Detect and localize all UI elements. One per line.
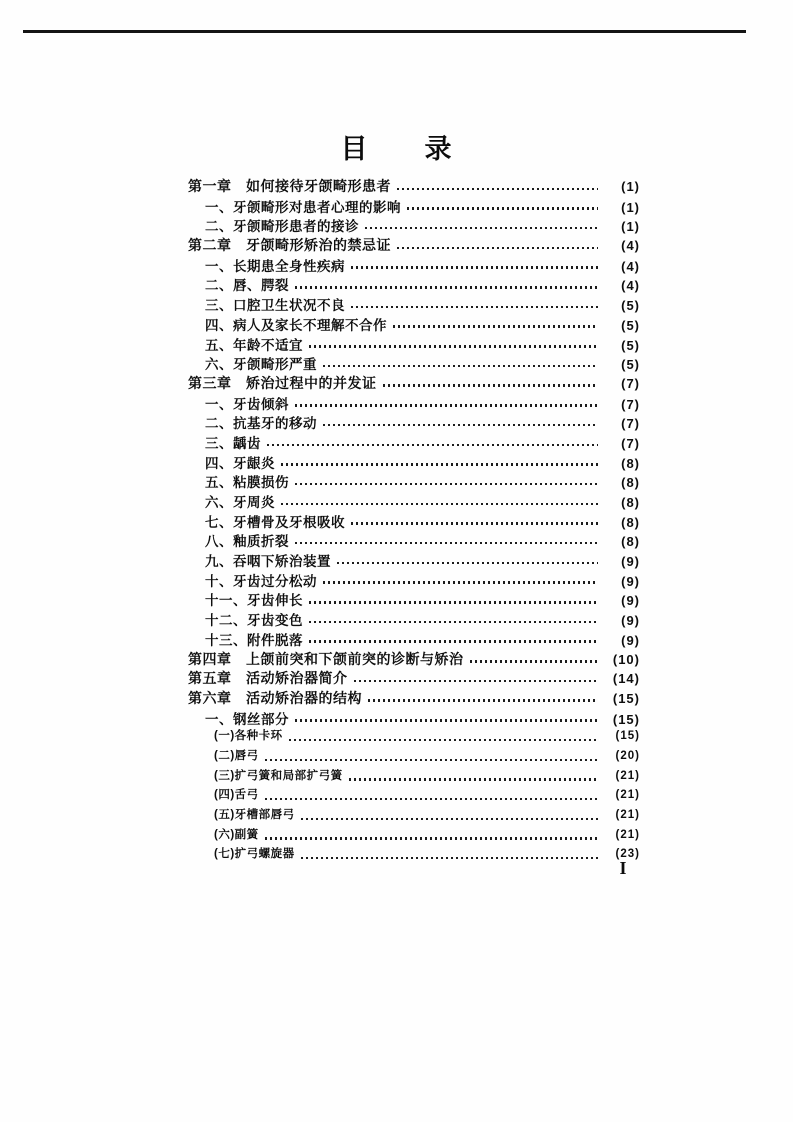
dot-leader	[323, 581, 598, 584]
toc-entry	[188, 294, 640, 314]
folio-page-number: I	[619, 858, 627, 878]
dot-leader	[301, 818, 598, 821]
toc-entry-page: (14)	[612, 671, 640, 687]
toc-entry	[188, 235, 640, 255]
dot-leader	[281, 463, 598, 466]
toc-entry-page: (8)	[621, 475, 640, 491]
toc-entry-page: (5)	[621, 317, 640, 333]
toc-entry-page: (5)	[621, 298, 640, 314]
toc-entry-label: 四、牙龈炎	[205, 455, 275, 471]
toc-entry-label: 五、年龄不适宜	[205, 337, 303, 353]
toc-entry	[188, 215, 640, 235]
toc-entry-label: 四、病人及家长不理解不合作	[205, 317, 387, 333]
toc-entry-label: (四)舌弓	[214, 789, 259, 802]
toc-entry-page: (1)	[621, 179, 640, 194]
toc-entry	[188, 589, 640, 609]
toc-entry-page: (1)	[621, 199, 640, 215]
toc-entry	[188, 609, 640, 629]
toc-entry-label: 三、口腔卫生状况不良	[205, 298, 345, 314]
toc-entry	[188, 629, 640, 649]
toc-entry	[188, 747, 640, 767]
toc-entry	[188, 432, 640, 452]
dot-leader	[354, 680, 599, 683]
dot-leader	[323, 424, 598, 427]
dot-leader	[265, 837, 598, 840]
dot-leader	[301, 857, 598, 860]
dot-leader	[397, 247, 598, 250]
dot-leader	[351, 306, 598, 309]
dot-leader	[289, 739, 598, 742]
toc-entry-label: 十三、附件脱落	[205, 632, 303, 648]
toc-entry-label: 第五章 活动矫治器简介	[188, 670, 348, 687]
toc-entry-page: (21)	[615, 789, 640, 802]
toc-entry-page: (20)	[615, 749, 640, 762]
toc-entry-page: (9)	[621, 593, 640, 609]
dot-leader	[295, 483, 598, 486]
toc-entry	[188, 511, 640, 531]
dot-leader	[351, 522, 598, 525]
toc-entry	[188, 786, 640, 806]
toc-entry	[188, 806, 640, 826]
toc-entry-label: 一、牙颌畸形对患者心理的影响	[205, 199, 401, 215]
dot-leader	[309, 640, 598, 643]
toc-entry	[188, 274, 640, 294]
toc-entry-page: (15)	[615, 730, 640, 743]
toc-entry-page: (21)	[615, 828, 640, 841]
toc-entry-page: (8)	[621, 514, 640, 530]
toc-entry-label: 九、吞咽下矫治装置	[205, 554, 331, 570]
toc-entry-page: (5)	[621, 357, 640, 373]
toc-entry	[188, 353, 640, 373]
dot-leader	[267, 444, 598, 447]
toc-entry-page: (15)	[612, 711, 640, 727]
dot-leader	[309, 601, 598, 604]
toc-entry-page: (15)	[612, 690, 640, 706]
toc-entry-label: 一、牙齿倾斜	[205, 396, 289, 412]
toc-entry-label: 十二、牙齿变色	[205, 613, 303, 629]
toc-entry-page: (9)	[621, 632, 640, 648]
dot-leader	[397, 188, 598, 191]
toc-entry	[188, 334, 640, 354]
toc-entry-label: 十一、牙齿伸长	[205, 593, 303, 609]
dot-leader	[295, 542, 598, 545]
toc-entry-label: (六)副簧	[214, 828, 259, 841]
toc-entry-page: (5)	[621, 337, 640, 353]
toc-entry-label: 八、釉质折裂	[205, 534, 289, 550]
toc-entry	[188, 708, 640, 728]
toc-entry-label: 三、龋齿	[205, 435, 261, 451]
toc-entry-label: (一)各种卡环	[214, 730, 283, 743]
toc-entry-label: 第六章 活动矫治器的结构	[188, 689, 362, 706]
top-rule	[23, 30, 746, 33]
toc-entry-page: (9)	[621, 554, 640, 570]
dot-leader	[349, 778, 598, 781]
toc-entry-label: 二、唇、腭裂	[205, 278, 289, 294]
toc-entry	[188, 176, 640, 196]
toc-entry-page: (23)	[615, 848, 640, 861]
toc-entry	[188, 393, 640, 413]
toc-entry	[188, 668, 640, 688]
toc-list	[188, 176, 640, 865]
dot-leader	[309, 621, 598, 624]
dot-leader	[295, 404, 598, 407]
toc-entry-label: 二、牙颌畸形患者的接诊	[205, 219, 359, 235]
dot-leader	[407, 207, 598, 210]
toc-entry	[188, 570, 640, 590]
toc-entry-page: (4)	[621, 238, 640, 254]
toc-entry-page: (9)	[621, 613, 640, 629]
toc-entry-label: 一、钢丝部分	[205, 711, 289, 727]
toc-entry-label: (二)唇弓	[214, 749, 259, 762]
dot-leader	[295, 286, 598, 289]
dot-leader	[337, 562, 598, 565]
toc-entry	[188, 412, 640, 432]
toc-entry-page: (7)	[621, 416, 640, 432]
dot-leader	[281, 503, 598, 506]
dot-leader	[368, 699, 598, 702]
toc-entry	[188, 550, 640, 570]
dot-leader	[309, 345, 598, 348]
toc-entry	[188, 373, 640, 393]
toc-entry-label: (五)牙槽部唇弓	[214, 809, 295, 821]
dot-leader	[265, 798, 598, 801]
toc-entry-label: 六、牙周炎	[205, 495, 275, 510]
dot-leader	[470, 660, 599, 663]
toc-entry-page: (21)	[615, 769, 640, 782]
toc-entry-label: 第一章 如何接待牙颌畸形患者	[188, 178, 391, 194]
toc-entry	[188, 452, 640, 472]
toc-entry-page: (8)	[621, 534, 640, 550]
toc-entry-page: (10)	[612, 651, 640, 667]
toc-entry-page: (4)	[621, 258, 640, 274]
toc-entry	[188, 196, 640, 216]
dot-leader	[383, 384, 599, 387]
toc-entry	[188, 845, 640, 865]
dot-leader	[365, 227, 598, 230]
toc-entry-label: (七)扩弓螺旋器	[214, 848, 295, 861]
dot-leader	[351, 266, 598, 269]
toc-entry	[188, 471, 640, 491]
toc-entry-label: 五、粘膜损伤	[205, 475, 289, 491]
toc-entry-page: (1)	[621, 219, 640, 235]
toc-entry-label: 第三章 矫治过程中的并发证	[188, 374, 377, 391]
toc-entry-page: (8)	[621, 495, 640, 510]
toc-entry-page: (8)	[621, 455, 640, 471]
dot-leader	[295, 719, 598, 722]
toc-entry-page: (7)	[621, 375, 640, 391]
toc-entry-label: 七、牙槽骨及牙根吸收	[205, 514, 345, 530]
toc-entry	[188, 649, 640, 669]
toc-entry	[188, 255, 640, 275]
dot-leader	[323, 365, 598, 368]
toc-entry-label: 十、牙齿过分松动	[205, 573, 317, 589]
page-title: 目 录	[340, 134, 453, 164]
toc-entry-label: 第二章 牙颌畸形矫治的禁忌证	[188, 237, 391, 254]
toc-entry	[188, 767, 640, 787]
toc-entry-page: (21)	[615, 809, 640, 821]
toc-entry-label: 六、牙颌畸形严重	[205, 357, 317, 373]
toc-entry	[188, 826, 640, 846]
toc-entry	[188, 530, 640, 550]
toc-entry-label: 二、抗基牙的移动	[205, 416, 317, 432]
toc-entry-page: (9)	[621, 573, 640, 589]
dot-leader	[265, 759, 598, 762]
dot-leader	[393, 325, 598, 328]
toc-entry-page: (4)	[621, 278, 640, 294]
toc-entry-label: 第四章 上颌前突和下颌前突的诊断与矫治	[188, 650, 464, 667]
toc-entry	[188, 314, 640, 334]
toc-entry-label: (三)扩弓簧和局部扩弓簧	[214, 769, 343, 782]
toc-entry-page: (7)	[621, 435, 640, 451]
toc-entry-page: (7)	[621, 396, 640, 412]
toc-entry	[188, 491, 640, 511]
toc-entry	[188, 727, 640, 747]
toc-entry	[188, 688, 640, 708]
toc-entry-label: 一、长期患全身性疾病	[205, 258, 345, 274]
